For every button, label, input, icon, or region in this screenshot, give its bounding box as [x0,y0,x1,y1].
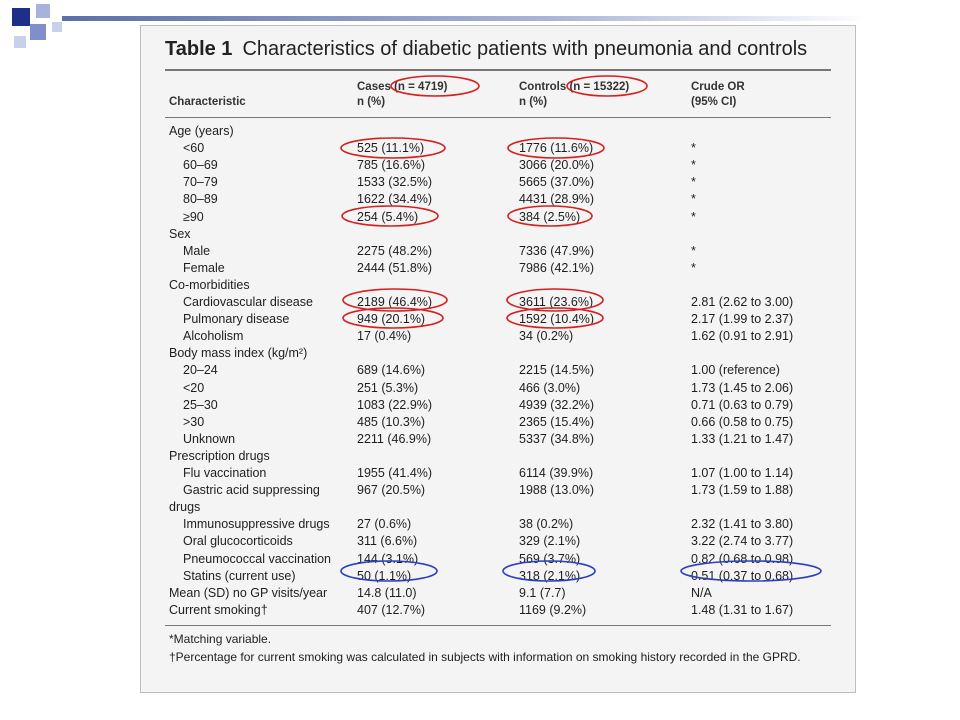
table-row [165,294,845,311]
cases-cell: 1955 (41.4%) [357,466,433,480]
row-label: Current smoking† [169,602,268,617]
row-label: drugs [169,500,201,515]
table-row [165,448,845,465]
header-controls-label: Controls (n = 15322) [519,81,630,93]
row-label: 80–89 [183,192,218,207]
table-row [165,551,845,568]
row-label: Prescription drugs [169,448,270,463]
header-cases-unit: n (%) [357,96,386,108]
table-row [165,431,845,448]
table-row [165,516,845,533]
crude-or-cell: N/A [691,585,712,600]
slide-decoration-square [14,36,26,48]
controls-cell: 4431 (28.9%) [519,192,595,207]
row-label: >30 [183,414,205,429]
table-row [165,397,845,414]
cases-cell: 2211 (46.9%) [357,431,432,446]
column-header-cases [357,80,447,110]
slide-decoration-square [52,22,62,32]
row-label: Sex [169,226,191,241]
table-row [165,191,845,208]
cases-cell: 17 (0.4%) [357,329,412,344]
row-label: ≥90 [183,209,204,224]
cases-cell: 311 (6.6%) [357,534,418,549]
table-row [165,157,845,174]
row-label: 25–30 [183,397,218,412]
cases-cell: 525 (11.1%) [357,141,425,156]
crude-or-cell: 1.00 (reference) [691,363,780,378]
table-row [165,209,845,226]
table-row [165,243,845,260]
table-image [140,25,856,693]
table-row [165,140,845,157]
footnote-matching: *Matching variable. [169,632,272,646]
crude-or-cell: * [691,243,696,258]
controls-cell: 3066 (20.0%) [519,158,595,173]
cases-cell: 949 (20.1%) [357,312,426,327]
crude-or-cell: 0.82 (0.68 to 0.98) [691,551,794,566]
table-row [165,585,845,602]
crude-or-cell: * [691,192,696,207]
row-label: Oral glucocorticoids [183,534,293,549]
slide-decoration-square [36,4,50,18]
table-row [165,482,845,499]
cases-cell: 254 (5.4%) [357,209,419,224]
crude-or-cell: 1.07 (1.00 to 1.14) [691,466,794,480]
controls-cell: 384 (2.5%) [519,209,581,224]
row-label: Unknown [183,431,236,446]
table-row [165,380,845,397]
controls-cell: 1169 (9.2%) [519,602,587,617]
controls-cell: 466 (3.0%) [519,380,581,395]
crude-or-cell: * [691,209,696,224]
controls-cell: 4939 (32.2%) [519,397,595,412]
table-row [165,362,845,379]
table-number: Table 1 [165,38,233,60]
controls-cell: 318 (2.1%) [519,568,581,583]
crude-or-cell: 1.73 (1.59 to 1.88) [691,483,794,498]
table-row [165,174,845,191]
table-header-rule [165,117,831,118]
cases-cell: 1083 (22.9%) [357,397,433,412]
row-label: Flu vaccination [183,466,267,480]
table-row [165,533,845,550]
table-row [165,345,845,362]
table-row [165,260,845,277]
crude-or-cell: 1.62 (0.91 to 2.91) [691,329,794,344]
column-header-controls [519,80,629,110]
row-label: Body mass index (kg/m²) [169,346,308,361]
table-row [165,277,845,294]
row-label: Co-morbidities [169,277,250,292]
table-row [165,226,845,243]
controls-cell: 1776 (11.6%) [519,141,594,156]
table-row [165,311,845,328]
cases-cell: 407 (12.7%) [357,602,426,617]
row-label: 70–79 [183,175,218,190]
crude-or-cell: 2.32 (1.41 to 3.80) [691,517,794,532]
controls-cell: 9.1 (7.7) [519,585,566,600]
cases-cell: 1533 (32.5%) [357,175,433,190]
row-label: Statins (current use) [183,568,296,583]
controls-cell: 329 (2.1%) [519,534,581,549]
controls-cell: 5665 (37.0%) [519,175,595,190]
table-row [165,123,845,140]
table-row [165,465,845,482]
crude-or-cell: 1.48 (1.31 to 1.67) [691,602,794,617]
crude-or-cell: 0.71 (0.63 to 0.79) [691,397,794,412]
crude-or-cell: 3.22 (2.74 to 3.77) [691,534,794,549]
crude-or-cell: * [691,141,696,156]
column-header-crude-or [691,80,745,110]
slide-decoration-square [30,24,46,40]
cases-cell: 251 (5.3%) [357,380,419,395]
row-label: Pneumococcal vaccination [183,551,331,566]
row-label: Cardiovascular disease [183,295,313,309]
header-or-unit: (95% CI) [691,96,737,108]
row-label: Age (years) [169,124,234,138]
table-title [165,38,807,61]
table-bottom-rule [165,625,831,626]
crude-or-cell: 0.66 (0.58 to 0.75) [691,414,794,429]
table-top-rule [165,69,831,71]
cases-cell: 967 (20.5%) [357,483,426,498]
row-label: Male [183,243,211,258]
cases-cell: 50 (1.1%) [357,568,412,583]
table-row [165,568,845,585]
row-label: Female [183,260,225,275]
cases-cell: 14.8 (11.0) [357,585,417,600]
slide-title-bar [62,16,870,21]
controls-cell: 6114 (39.9%) [519,466,594,480]
controls-cell: 3611 (23.6%) [519,295,594,309]
crude-or-cell: * [691,175,696,190]
row-label: Alcoholism [183,329,244,344]
cases-cell: 2189 (46.4%) [357,295,433,309]
table-row [165,499,845,516]
controls-cell: 2365 (15.4%) [519,414,595,429]
cases-cell: 485 (10.3%) [357,414,426,429]
table-row [165,414,845,431]
table-row [165,328,845,345]
column-header-characteristic [169,95,246,110]
row-label: Gastric acid suppressing [183,483,320,498]
row-label: <20 [183,380,205,395]
crude-or-cell: 1.33 (1.21 to 1.47) [691,431,794,446]
row-label: Mean (SD) no GP visits/year [169,585,328,600]
controls-cell: 34 (0.2%) [519,329,574,344]
controls-cell: 5337 (34.8%) [519,431,595,446]
cases-cell: 1622 (34.4%) [357,192,433,207]
controls-cell: 1988 (13.0%) [519,483,595,498]
cases-cell: 2275 (48.2%) [357,243,433,258]
cases-cell: 2444 (51.8%) [357,260,433,275]
controls-cell: 38 (0.2%) [519,517,574,532]
cases-cell: 144 (3.1%) [357,551,419,566]
row-label: Immunosuppressive drugs [183,517,330,532]
controls-cell: 1592 (10.4%) [519,312,595,327]
header-cases-label: Cases (n = 4719) [357,81,448,93]
crude-or-cell: * [691,260,696,275]
controls-cell: 569 (3.7%) [519,551,581,566]
controls-cell: 7986 (42.1%) [519,260,595,275]
cases-cell: 27 (0.6%) [357,517,412,532]
row-label: 20–24 [183,363,218,378]
row-label: <60 [183,141,205,156]
crude-or-cell: 2.81 (2.62 to 3.00) [691,295,794,309]
cases-cell: 785 (16.6%) [357,158,426,173]
crude-or-cell: 0.51 (0.37 to 0.68) [691,568,794,583]
crude-or-cell: 1.73 (1.45 to 2.06) [691,380,794,395]
table-title-text: Characteristics of diabetic patients with pneumonia and controls [242,38,808,60]
header-controls-unit: n (%) [519,96,548,108]
crude-or-cell: 2.17 (1.99 to 2.37) [691,312,794,327]
row-label: Pulmonary disease [183,312,290,327]
footnote-smoking: †Percentage for current smoking was calculated in subjects with information on smoking history recorded in the GPRD. [169,650,801,664]
header-characteristic-label: Characteristic [169,96,246,108]
controls-cell: 7336 (47.9%) [519,243,595,258]
row-label: 60–69 [183,158,218,173]
controls-cell: 2215 (14.5%) [519,363,595,378]
header-or-label: Crude OR [691,81,745,93]
cases-cell: 689 (14.6%) [357,363,426,378]
table-row [165,602,845,619]
slide-decoration-square [12,8,30,26]
crude-or-cell: * [691,158,696,173]
